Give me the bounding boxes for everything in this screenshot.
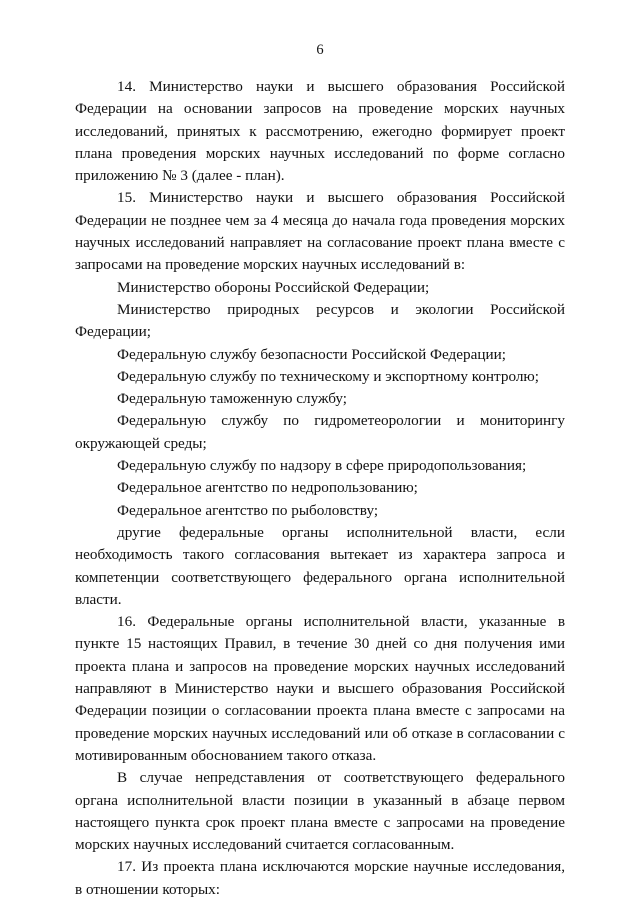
list-item-subsoil-agency: Федеральное агентство по недропользованию;: [117, 479, 418, 497]
paragraph-item-16: 16. Федеральные органы исполнительной власти, указанные в пункте 15 настоящих Правил, в течение 30 дней со дня получения ими проекта плана и запросов на проведение морских научных исследований направляют в Министерство науки и высшего образования Российской Федерации позиции о согласовании проекта плана вместе с запросами на проведение морских научных исследований или об отказе в согласовании с мотивированным обоснованием такого отказа.: [75, 613, 565, 764]
page-number: 6: [316, 42, 324, 58]
list-item-fishery-agency: Федеральное агентство по рыболовству;: [117, 501, 379, 519]
paragraph-item-14: 14. Министерство науки и высшего образования Российской Федерации на основании запросов на проведение морских научных исследований, принятых к рассмотрению, ежегодно формирует проект плана проведения морских научных исследований по форме согласно приложению № 3 (далее - план).: [75, 78, 565, 185]
list-item-export-control-service: Федеральную службу по техническому и экспортному контролю;: [117, 367, 539, 385]
paragraph-item-15: 15. Министерство науки и высшего образования Российской Федерации не позднее чем за 4 месяца до начала года проведения морских научных исследований направляет на согласование проект плана вместе с запросами на проведение морских научных исследований в:: [75, 189, 565, 274]
list-item-customs-service: Федеральную таможенную службу;: [117, 390, 348, 408]
list-item-ministry-defense: Министерство обороны Российской Федерации;: [117, 278, 430, 296]
list-item-nature-supervision-service: Федеральную службу по надзору в сфере природопользования;: [117, 457, 527, 475]
paragraph-item-17: 17. Из проекта плана исключаются морские научные исследования, в отношении которых:: [75, 858, 565, 898]
list-item-ministry-natural-resources: Министерство природных ресурсов и экологии Российской Федерации;: [75, 300, 565, 341]
paragraph-item-16-continuation: В случае непредставления от соответствующего федерального органа исполнительной власти позиции в указанный в абзаце первом настоящего пункта срок проект плана вместе с запросами на проведение морских научных исследований считается согласованным.: [75, 769, 565, 854]
document-body: [75, 76, 565, 901]
list-item-security-service: Федеральную службу безопасности Российской Федерации;: [117, 345, 506, 363]
list-item-hydrometeorology-service: Федеральную службу по гидрометеорологии и мониторингу окружающей среды;: [75, 412, 565, 452]
list-item-other-authorities: другие федеральные органы исполнительной власти, если необходимость такого согласования вытекает из характера запроса и компетенции соответствующего федерального органа исполнительной власти.: [75, 523, 565, 608]
